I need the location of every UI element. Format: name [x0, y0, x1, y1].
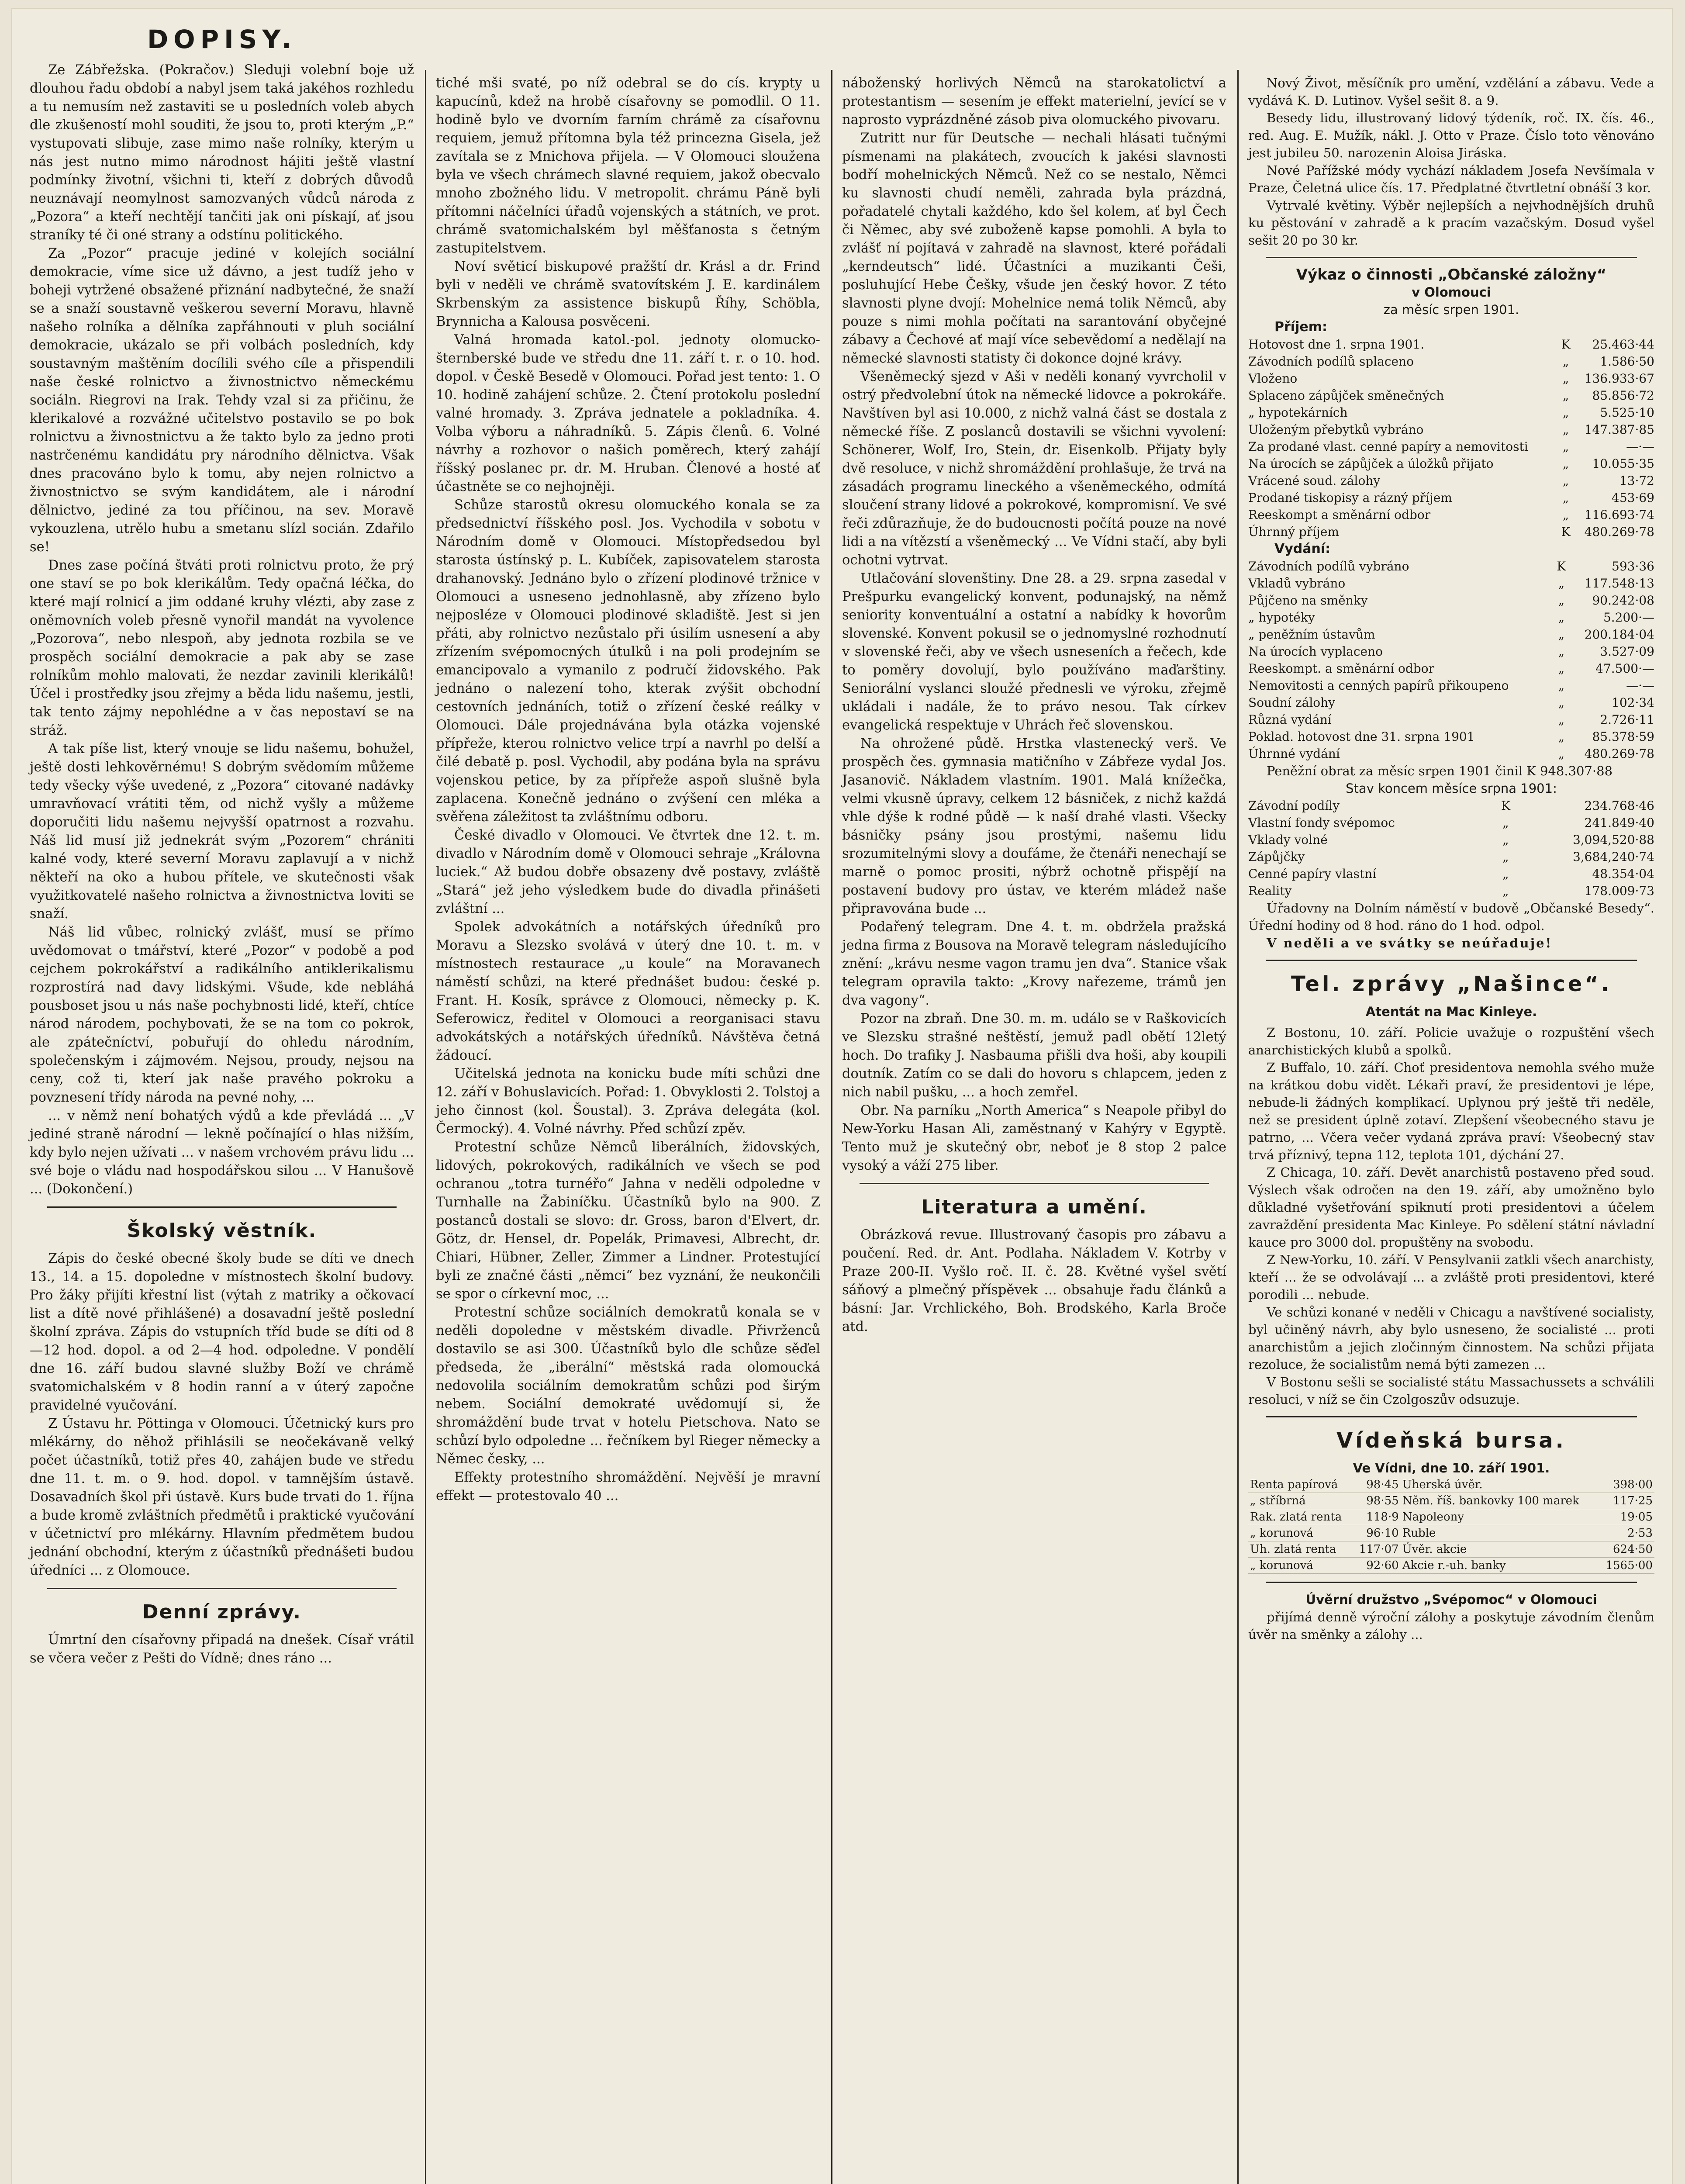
currency-mark: „	[1558, 661, 1565, 676]
account-value: —·—	[1626, 439, 1654, 454]
currency-mark: K	[1557, 559, 1566, 574]
account-row	[1248, 523, 1654, 540]
currency-mark: „	[1562, 371, 1569, 386]
section-title-school: Školský věstník.	[127, 1220, 317, 1242]
account-value: 1.586·50	[1600, 354, 1654, 369]
bourse-value: 118·9	[1353, 1509, 1401, 1525]
account-value: 136.933·67	[1584, 371, 1654, 386]
account-value: 480.269·78	[1584, 525, 1654, 539]
bourse-value: 624·50	[1599, 1541, 1654, 1558]
bourse-label: Ruble	[1401, 1525, 1599, 1541]
currency-mark: „	[1502, 884, 1509, 898]
bourse-label: Akcie r.-uh. banky	[1401, 1558, 1599, 1574]
account-value: 5.200·—	[1603, 610, 1654, 625]
account-value: 3,684,240·74	[1572, 850, 1654, 864]
bourse-label: „ stříbrná	[1248, 1493, 1353, 1509]
account-label: „ hypotéky	[1248, 610, 1315, 625]
bourse-label: Rak. zlatá renta	[1248, 1509, 1353, 1525]
bourse-row	[1248, 1509, 1654, 1525]
divider	[1266, 257, 1637, 258]
article-paragraph: Dnes zase počíná štváti proti rolnictvu proto, že prý one staví se po bok klerikálům. Tedy opačná léčka, do které mají rolnicí a jim oddané kruhy vlézti, aby zase z oněmovních voleb přesně vynořil mandát na vyvolence „Pozorova“, nebo nlespoň, aby jednota rozbila se ve prospěch sociální demokracie a pak aby se zase rolníkům mohlo malovati, že nezdar zavinili klerikálů! Účel i prostředky jsou zřejmy a běda lidu našemu, jestli, tak tento zájmy nepohlédne a v čas nepostaví se na stráž.	[30, 558, 414, 738]
article-paragraph: České divadlo v Olomouci. Ve čtvrtek dne 12. t. m. divadlo v Národním domě v Olomouci sehraje „Královna luciek.“ Až budou dobře obsazeny dvě postavy, zvláště „Stará“ jež jeho výsledkem bude do divadla přinášeti zvláštní ...	[436, 828, 820, 916]
account-label: Poklad. hotovost dne 31. srpna 1901	[1248, 729, 1475, 744]
bourse-table	[1248, 1477, 1654, 1574]
income-heading: Příjem:	[1274, 319, 1327, 335]
currency-mark: „	[1558, 593, 1565, 608]
account-label: Závodních podílů vybráno	[1248, 559, 1409, 574]
bourse-label: Renta papírová	[1248, 1477, 1353, 1493]
office-closed-note: V neděli a ve svátky se neúřaduje!	[1267, 936, 1553, 950]
bourse-value: 398·00	[1599, 1477, 1654, 1493]
currency-mark: K	[1561, 525, 1571, 539]
account-row	[1248, 745, 1654, 762]
bourse-title: Vídeňská bursa.	[1336, 1428, 1566, 1453]
article-paragraph: Utlačování slovenštiny. Dne 28. a 29. srpna zasedal v Prešpurku evangelický konvent, podunajský, na němž seniority konventuální a ostatní a nabídky k hovorům slovenské. Konvent pokusil se o jednomyslné rozhodnutí v slovenské řeči, aby ve všech usneseních a řečech, kde to poměry dovolují, bylo používáno maďarštiny. Seniorální vyslanci sloužé přednesli ve výroku, zřejmě ukládali i nadále, že to právo nesou. Tak církev evangelická respektuje v Uhrách řeč slovenskou.	[842, 571, 1226, 733]
telegram-item: Ve schůzi konané v neděli v Chicagu a navštívené socialisty, byl učiněný návrh, aby bylo usneseno, že socialisté ... proti anarchistům a jejich zločinným činnostem. Na schůzi přijata rezoluce, že socialistům nemá býti zamezen ...	[1248, 1305, 1654, 1372]
currency-mark: „	[1562, 439, 1569, 454]
article-paragraph: Pozor na zbraň. Dne 30. m. m. událo se v Raškovicích ve Slezsku strašné neštěstí, jemuž padl obětí 12letý hoch. Do trafiky J. Nasbauma přišli dva hoši, aby koupili doutník. Zatím co se dali do hovoru s chlapcem, jeden z nich nabil pušku, ... a hoch zemřel.	[842, 1011, 1226, 1100]
currency-mark: „	[1562, 491, 1569, 505]
account-value: 593·36	[1612, 559, 1654, 574]
account-label: Na úrocích se zápůjček a úložků přijato	[1248, 456, 1494, 471]
article-paragraph: Za „Pozor“ pracuje jediné v kolejích sociální demokracie, víme sice už dávno, a jest tudíž jeho v boheji vytržené obsažené přiznání nadbytečné, že snaží se a snaží soustavně veškerou severní Moravu, hlavně našeho rolníka a dělníka zapřáhnouti v pluh sociální demokracie, ukázalo se při volbách posledních, kdy soustavným maštěním docílili svého cíle a přispendili naše české rolnictvo a živnostnictvo německému sociáln. Riegrovi na Irak. Tehdy vzal si za přičinu, že klerikalové a rozvážné učitelstvo postavilo se po bok rolnictvu a živnostnictvu a že takto bylo za jedno proti nastrčenému kandidátu pry národního dělnictva. Však dnes pracováno bylo k tomu, aby nejen rolnictvo a živnostnictvo se svým kandidátem, ale i národní dělnictvo, jediné za tou příčinou, na sev. Moravě vykouzlena, utrělo hubu a smetanu slízl socián. Zdařilo se!	[30, 246, 414, 555]
currency-mark: „	[1502, 850, 1509, 864]
bourse-row	[1248, 1493, 1654, 1509]
section-title-daily: Denní zprávy.	[142, 1601, 301, 1623]
account-label: Soudní zálohy	[1248, 695, 1335, 710]
account-row	[1248, 387, 1654, 404]
article-paragraph: Protestní schůze sociálních demokratů konala se v neděli dopoledne v městském divadle. Přivrženců dostavilo se asi 300. Účastníků bylo dle schůze sěďel předseda, že „iberální“ městská rada olomoucká nedovolila sociálním demokratům schůzi pod širým nebem. Sociální demokraté uvědomují si, že shromáždění bude trvat v hotelu Pietschova. Nato se schůzí bylo odpoledne ... řečníkem byl Rieger německy a Němec česky, ...	[436, 1305, 820, 1467]
divider	[47, 1588, 397, 1589]
article-paragraph: Podařený telegram. Dne 4. t. m. obdržela pražská jedna firma z Bousova na Moravě telegram následujícího znění: „krávu nesme vagon tramu jen dva“. Stanice však telegram opravila takto: „Krovy nařezeme, trámů jen dva vagony“.	[842, 919, 1226, 1008]
account-label: Reality	[1248, 884, 1292, 898]
account-label: „ peněžním ústavům	[1248, 627, 1375, 642]
account-label: Reeskompt. a směnární odbor	[1248, 661, 1434, 676]
account-row	[1248, 797, 1654, 814]
account-row	[1248, 848, 1654, 865]
account-label: Zápůjčky	[1248, 850, 1305, 864]
bourse-value: 1565·00	[1599, 1558, 1654, 1574]
bourse-row	[1248, 1477, 1654, 1493]
account-label: Na úrocích vyplaceno	[1248, 644, 1383, 659]
telegram-subtitle: Atentát na Mac Kinleye.	[1365, 1004, 1537, 1019]
column-rule	[425, 70, 426, 2184]
account-value: 13·72	[1619, 473, 1654, 488]
bourse-label: Úvěr. akcie	[1401, 1541, 1599, 1558]
bourse-label: Napoleony	[1401, 1509, 1599, 1525]
account-row	[1248, 489, 1654, 506]
column-4	[1248, 74, 1654, 2184]
account-label: Splaceno zápůjček směnečných	[1248, 388, 1444, 403]
bourse-label: „ korunová	[1248, 1558, 1353, 1574]
account-value: 3.527·09	[1600, 644, 1654, 659]
account-row	[1248, 404, 1654, 421]
column-rule	[1237, 70, 1239, 2184]
article-paragraph: Na ohrožené půdě. Hrstka vlastenecký verš. Ve prospěch čes. gymnasia matičního v Zábřeze vydal Jos. Jasanovič. Nákladem vlastním. 1901. Malá knížečka, velmi vkusně úpravy, celkem 12 básniček, z nichž každá vhle dýše k rodné půdě — k naší drahé vlasti. Všecky básničky psány jsou prostými, našemu lidu srozumitelnými slovy a doufáme, že čtenáři nenechají se marně o pomoc prositi, nýbrž ochotně přispějí na postavení budovy pro ústav, ve kterém mládež naše připravována bude ...	[842, 736, 1226, 916]
currency-mark: „	[1558, 729, 1565, 744]
account-value: 5.525·10	[1600, 405, 1654, 420]
article-paragraph: Noví světicí biskupové pražští dr. Krásl a dr. Frind byli v neděli ve chrámě svatovítském J. E. kardinálem Skrbenským za assistence biskupů Říhy, Schöbla, Brynnicha a Kalousa posvěceni.	[436, 259, 820, 329]
article-paragraph: Nové Pařížské módy vychází nákladem Josefa Nevšímala v Praze, Čeletná ulice čís. 17. Předplatné čtvrtletní obnáší 3 kor.	[1248, 163, 1654, 195]
article-paragraph: Obrázková revue. Illustrovaný časopis pro zábavu a poučení. Red. dr. Ant. Podlaha. Nákladem V. Kotrby v Praze 200-II. Vyšlo roč. II. č. 28. Květné vyšel světí sáňový a plmečný příspěvek ... obsahuje řadu článků a básní: Jar. Vrchlického, Boh. Brodského, Karla Broče atd.	[842, 1227, 1226, 1334]
account-row	[1248, 660, 1654, 677]
article-paragraph: Vytrvalé květiny. Výběr nejlepších a nejvhodnějších druhů ku pěstování v zahradě a k pracím vazačským. Dosud vyšel sešit 20 po 30 kr.	[1248, 198, 1654, 248]
account-value: 47.500·—	[1595, 661, 1654, 676]
currency-mark: „	[1558, 746, 1565, 761]
account-label: Uloženým přebytků vybráno	[1248, 422, 1424, 437]
currency-mark: K	[1561, 337, 1571, 352]
account-value: 200.184·04	[1584, 627, 1654, 642]
account-row	[1248, 455, 1654, 472]
account-row	[1248, 506, 1654, 523]
account-value: 453·69	[1612, 491, 1654, 505]
account-row	[1248, 336, 1654, 353]
currency-mark: „	[1502, 816, 1509, 830]
currency-mark: „	[1558, 610, 1565, 625]
article-paragraph: Nový Život, měsíčník pro umění, vzdělání a zábavu. Vede a vydává K. D. Lutinov. Vyšel sešit 8. a 9.	[1248, 76, 1654, 108]
report-title: Výkaz o činnosti „Občanské záložny“	[1296, 266, 1607, 283]
article-paragraph: Valná hromada katol.-pol. jednoty olomucko-šternberské bude ve středu dne 11. září t. r. o 10. hod. dopol. v Českě Besedě v Olomouci. Pořad jest tento: 1. O 10. hodině zahájení schůze. 2. Čtení protokolu poslední valné hromady. 3. Zpráva jednatele a pokladníka. 4. Volba výboru a náhradníků. 5. Zápis členů. 6. Volné návrhy a rozhovor o našich poměrech, který zahájí říšský poslanec pr. dr. M. Hruban. Členové a hosté ať účastněte se co nejhojněji.	[436, 332, 820, 494]
account-row	[1248, 626, 1654, 643]
account-value: 3,094,520·88	[1572, 833, 1654, 847]
article-paragraph: Schůze starostů okresu olomuckého konala se za předsednictví říšského posl. Jos. Vychodila v sobotu v Národním domě v Olomouci. Místopředsedou byl starosta ústínský p. L. Kubíček, zapisovatelem starosta drahanovský. Jednáno bylo o zřízení plodinové tržnice v Olomouci a usneseno jednohlasně, aby zřízeno bylo nejposléze v Olomouci plodinové skladiště. Jest si jen přáti, aby rolnictvo nezůstalo při úsilím usnesení a aby zřízením svépomocných útulků i na poli prodejním se emancipovalo a vymanilo z područí židovského. Pak jednáno o nalezení toho, kterak zvýšit obchodní cestovních jednáních, totiž o zřízení české reálky v Olomouci. Dále projednávána byla otázka vojenské přípřeže, kterou rolnictvo velice trpí a navrhl po delší a čilé debatě p. posl. Vychodil, aby podána byla na správu vojenskou petice, by za přípřeže aspoň slušně byla zaplacena. Konečně jednáno o zvýšení cen mléka a svěřena záležitost ta zvláštnímu odboru.	[436, 498, 820, 825]
bourse-value: 117·25	[1599, 1493, 1654, 1509]
account-row	[1248, 421, 1654, 438]
bourse-value: 92·60	[1353, 1558, 1401, 1574]
article-paragraph: Učitelská jednota na konicku bude míti schůzi dne 12. září v Bohuslavicích. Pořad: 1. Obvyklosti 2. Tolstoj a jeho činnost (kol. Šoustal). 3. Zpráva delegáta (kol. Čermocký). 4. Volné návrhy. Před schůzí zpěv.	[436, 1066, 820, 1137]
article-paragraph: ... v němž není bohatých výdů a kde převládá ... „V jediné straně národní — lekně počínající o hlas nižším, kdy bylo nejen užívati ... v našem vrchovém právu lidu ... své boje o vládu nad hospodářskou silou ... V Hanušově ... (Dokončení.)	[30, 1108, 414, 1197]
bourse-label: Uherská úvěr.	[1401, 1477, 1599, 1493]
account-row	[1248, 728, 1654, 745]
account-label: Vklady volné	[1248, 833, 1328, 847]
telegram-item: Z Bostonu, 10. září. Policie uvažuje o rozpuštění všech anarchistických klubů a spolků.	[1248, 1025, 1654, 1057]
account-label: Reeskompt a směnární odbor	[1248, 508, 1431, 522]
account-value: —·—	[1626, 678, 1654, 693]
bourse-value: 96·10	[1353, 1525, 1401, 1541]
account-label: Různá vydání	[1248, 712, 1332, 727]
column-rule	[831, 70, 832, 2184]
currency-mark: „	[1502, 833, 1509, 847]
account-value: 2.726·11	[1600, 712, 1654, 727]
account-value: 48.354·04	[1592, 867, 1654, 881]
report-subtitle: v Olomouci	[1412, 285, 1491, 300]
account-label: Vrácené soud. zálohy	[1248, 473, 1381, 488]
article-paragraph: Protestní schůze Němců liberálních, židovských, lidových, pokrokových, radikálních ve všech se pod ochranou „totra turnéřo“ Jahna v neděli odpoledne v Turnhalle na Žabiníčku. Účastníků bylo na 900. Z postanců dostali se slovo: dr. Gross, baron d'Elvert, dr. Götz, dr. Hensel, dr. Popelák, Primavesi, Albrecht, dr. Chiari, Hübner, Zeller, Zimmer a Lindner. Protestující byli ze značné části „němci“ bez vyznání, že neukončili se spor o církevní moc, ...	[436, 1140, 820, 1302]
column-2	[436, 74, 820, 2184]
account-label: Hotovost dne 1. srpna 1901.	[1248, 337, 1425, 352]
account-row	[1248, 592, 1654, 609]
bourse-date: Ve Vídni, dne 10. září 1901.	[1353, 1461, 1550, 1476]
article-paragraph: Zápis do české obecné školy bude se díti ve dnech 13., 14. a 15. dopoledne v místnostech školní budovy. Pro žáky přijíti křestní list (výtah z matriky a očkovací list a dítě nové přihlášené) a dosavadní ještě poslední školní zpráva. Zápis do vstupních tříd bude se díti od 8—12 hod. dopol. a od 2—4 hod. odpoledne. V pondělí dne 16. září budou slavné služby Boží ve chrámě svatomichalském v 8 hodin ranní a v úterý započne pravidelné vyučování.	[30, 1251, 414, 1413]
column-3	[842, 74, 1226, 2184]
article-paragraph: Všeněmecký sjezd v Aši v neděli konaný vyvrcholil v ostrý předvolební útok na německé lidovce a pokrokáře. Navštíven byl asi 10.000, z nichž valná část se dostala z německé říše. Z poslanců dostavili se všichni vyvolení: Schönerer, Wolf, Iro, Stein, dr. Eisenkolb. Přijaty byly dvě resoluce, v nichž shromáždění prohlašuje, že trvá na zásadách programu lineckého a všeněmeckého, odmítá sloučení strany lidové a pokrokové, kompromisní. Ve své řeči zdůrazňuje, že do budoucnosti počítá pouze na nové lidi a na vítězstí a všeněmecký ... Ve Vídni stačí, aby byli ochotni vytrvat.	[842, 369, 1226, 568]
account-row	[1248, 575, 1654, 592]
account-value: 25.463·44	[1592, 337, 1654, 352]
telegram-item: Z New-Yorku, 10. září. V Pensylvanii zatkli všech anarchisty, kteří ... že se odvolávají ... a zvláště proti presidentovi, které porodili ... nebude.	[1248, 1252, 1654, 1302]
bourse-label: „ korunová	[1248, 1525, 1353, 1541]
currency-mark: „	[1558, 695, 1565, 710]
currency-mark: „	[1558, 644, 1565, 659]
bourse-label: Uh. zlatá renta	[1248, 1541, 1353, 1558]
turnover-note: Peněžní obrat za měsíc srpen 1901 činil K 948.307·88	[1267, 764, 1613, 778]
account-value: 90.242·08	[1592, 593, 1654, 608]
bourse-label: Něm. říš. bankovky 100 marek	[1401, 1493, 1599, 1509]
account-row	[1248, 711, 1654, 728]
account-label: Půjčeno na směnky	[1248, 593, 1368, 608]
account-label: Nemovitosti a cenných papírů přikoupeno	[1248, 678, 1509, 693]
account-label: Úhrnné vydání	[1248, 746, 1340, 761]
article-paragraph: Effekty protestního shromáždění. Nejvěší je mravní effekt — protestovalo 40 ...	[436, 1470, 820, 1503]
account-label: Prodané tiskopisy a rázný příjem	[1248, 491, 1452, 505]
account-row	[1248, 694, 1654, 711]
bourse-value: 19·05	[1599, 1509, 1654, 1525]
telegram-item: Z Buffalo, 10. září. Choť presidentova nemohla svého muže na krátkou dobu vidět. Lékaři praví, že presidentovi je lépe, nebude-li žádných komplikací. Uplynou prý ještě tři neděle, než se president úplně zotaví. Zlepšení všeobecného stavu je patrno, ... Včera večer vydaná zpráva praví: Všeobecný stav trvá příznivý, tepna 112, teplota 101, dýchání 27.	[1248, 1060, 1654, 1162]
account-label: Vlastní fondy svépomoc	[1248, 816, 1395, 830]
account-label: Úhrnný příjem	[1248, 525, 1339, 539]
section-title-literature: Literatura a umění.	[921, 1196, 1147, 1218]
article-paragraph: Ze Zábřežska. (Pokračov.) Sleduji volební boje už dlouhou řadu období a nabyl jsem taká jakéhos rozhledu a tu nemusím než zastaviti se u posledních voleb abych dle zkušeností mohl souditi, že jsou to, proti kterým „P.“ vystupovati slibuje, zase mimo naše rolníky, kterým u nás jest nutno mimo národnost hájiti ještě vlastní podmínky životní, všichni ti, kteří z dobrých důvodů neuznávají neomylnost samozvaných vůdců národa z „Pozora“ a kteří nechtějí tančiti jak oni pískají, ať jsou straníky té či oné strany a odstínu politického.	[30, 62, 414, 243]
currency-mark: K	[1501, 798, 1510, 813]
account-value: 178.009·73	[1584, 884, 1654, 898]
account-label: Závodní podíly	[1248, 798, 1340, 813]
account-label: Vkladů vybráno	[1248, 576, 1346, 591]
currency-mark: „	[1562, 405, 1569, 420]
footer-ad-title: Úvěrní družstvo „Svépomoc“ v Olomouci	[1305, 1592, 1597, 1607]
article-paragraph: Z Ústavu hr. Pöttinga v Olomouci. Účetnický kurs pro mlékárny, do něhož přihlásili se neočekávaně velký počet účastníků, totiž přes 40, zahájen bude ve středu dne 11. t. m. o 9. hod. dopol. v tamnějším ústavě. Dosavadních škol při ústavě. Kurs bude trvati do 1. října a bude kromě zvláštních předmětů i praktické vyučování v účetnictví pro mlékárny. Hlavním předmětem budou jednání obchodní, kterým z účastníků přednášeti budou úředníci ... z Olomouce.	[30, 1416, 414, 1578]
account-label: Závodních podílů splaceno	[1248, 354, 1414, 369]
bourse-row	[1248, 1558, 1654, 1574]
account-row	[1248, 370, 1654, 387]
article-paragraph: Spolek advokátních a notářských úředníků pro Moravu a Slezsko svolává v úterý dne 10. t. m. v místnostech restaurace „u koule“ na Moravanech náměstí schůzi, na které přednášet budou: české p. Frant. H. Kosík, správce z Olomouci, německy p. K. Seferowicz, ředitel v Olomouci a reorganisaci stavu advokátských a notářských úředníků. Návštěva četná žádoucí.	[436, 919, 820, 1063]
currency-mark: „	[1562, 473, 1569, 488]
bourse-row	[1248, 1541, 1654, 1558]
account-row	[1248, 643, 1654, 660]
currency-mark: „	[1562, 388, 1569, 403]
article-paragraph: tiché mši svaté, po níž odebral se do cís. krypty u kapucínů, kdež na hrobě císařovny se pomodlil. O 11. hodině bylo ve dvorním farním chrámě za císařovnu requiem, jemuž přítomna byla též princezna Gisela, jež zavítala se z Mnichova přijela. — V Olomouci sloužena byla ve všech chrámech slavné requiem, jakož obecvalo mnoho zbožného lidu. V metropolit. chrámu Páně byli přítomni náčelníci úřadů vojenských a státních, ve prot. chrámě svatomichalském byl měšťanosta s četným zastupitelstvem.	[436, 76, 820, 256]
currency-mark: „	[1558, 576, 1565, 591]
report-period: za měsíc srpen 1901.	[1383, 302, 1519, 317]
account-value: 85.378·59	[1592, 729, 1654, 744]
bourse-value: 2·53	[1599, 1525, 1654, 1541]
article-paragraph: Náš lid vůbec, rolnický zvlášť, musí se přímo uvědomovat o tmářství, které „Pozor“ v podobě a pod cejchem pokrokářství a radikálního antiklerikalismu rozprostírá nad davy lidskými. Všude, kde nebláhá pousboset jsou u nás naše pochybnosti lidé, kteří, chtíce národ národem, pochybovati, že se na tom co pokrok, ale zpátečníctví, pobuřují do ohledu národním, společenským i zájmovém. Nejsou, proudy, nejsou na ceny, což ti, kterí jak naše pravého pokroku a povznesení třídy národa na pevné nohy, ...	[30, 925, 414, 1105]
currency-mark: „	[1562, 508, 1569, 522]
state-table	[1248, 797, 1654, 899]
telegram-section-title: Tel. zprávy „Našince“.	[1291, 972, 1612, 996]
account-value: 241.849·40	[1584, 816, 1654, 830]
account-row	[1248, 438, 1654, 455]
currency-mark: „	[1562, 354, 1569, 369]
currency-mark: „	[1562, 456, 1569, 471]
account-value: 147.387·85	[1584, 422, 1654, 437]
divider	[1266, 1582, 1637, 1583]
account-row	[1248, 831, 1654, 848]
currency-mark: „	[1562, 422, 1569, 437]
telegram-item: V Bostonu sešli se socialisté státu Massachussets a schválili resoluci, v níž se čin Czolgoszův odsuzuje.	[1248, 1375, 1654, 1407]
account-row	[1248, 814, 1654, 831]
article-paragraph: A tak píše list, který vnouje se lidu našemu, bohužel, ještě dosti lehkověrnému! S dobrým svědomím můžeme tedy všecky výše uvedené, z „Pozora“ citované nadávky umravňovací vrátiti těm, od nichž vyšly a můžeme doporučiti lidu našemu nejvyšší opatrnost a rozvahu. Náš lid musí již jednekrát svým „Pozorem“ chrániti kalné vody, které severní Moravu zaplavují a v nichž někteří na oko a hubou přítele, ve skutečnosti však využitkovatelé našeho rolnictva a živnostnictva loviti se snaží.	[30, 741, 414, 922]
office-hours: Úřadovny na Dolním náměstí v budově „Občanské Besedy“. Úřední hodiny od 8 hod. ráno do 1 hod. odpol.	[1248, 901, 1654, 933]
article-paragraph: Zutritt nur für Deutsche — nechali hlásati tučnými písmenami na plakátech, zvoucích k jakési slavnosti bodří mohelnických Němců. Než co se nestalo, Němci ku slavnosti chudí neměli, zahrada byla prázdná, pořadatelé chytali každého, kdo šel kolem, ať byl Čech či Němec, aby své zuboženě kapse pomohli. A byla to zvlášť ní pojítavá v zahradě na slavnost, které pořádali „kerndeutsch“ lidé. Účastníci a muzikanti Češi, posluhující Hebe Češky, všude jen český hovor. Z této slavnosti plyne dvojí: Mohelnice nemá tolik Němců, aby pouze s nimi mohla počítati na sarantování obyčejné zábavy a Čechové ať mají více sebevědomí a nedělají na německé slavnosti statisty či dokonce dojné krávy.	[842, 131, 1226, 366]
account-row	[1248, 353, 1654, 370]
currency-mark: „	[1558, 678, 1565, 693]
account-row	[1248, 609, 1654, 626]
account-label: Cenné papíry vlastní	[1248, 867, 1377, 881]
account-row	[1248, 882, 1654, 899]
income-table	[1248, 336, 1654, 540]
column-1	[30, 24, 414, 2184]
account-value: 116.693·74	[1584, 508, 1654, 522]
telegram-item: Z Chicaga, 10. září. Devět anarchistů postaveno před soud. Výslech však odročen na den 19. září, aby umožněno bylo důkladné vyšetřování spiknutí proti presidentovi a účelem zavraždění presidenta Mac Kinleye. Po sdělení státní návladní kauce pro 3000 dol. propuštěny na svobodu.	[1248, 1165, 1654, 1250]
currency-mark: „	[1558, 627, 1565, 642]
account-value: 117.548·13	[1584, 576, 1654, 591]
divider	[47, 1206, 397, 1208]
footer-ad-text: přijímá denně výroční zálohy a poskytuje závodním členům úvěr na směnky a zálohy ...	[1248, 1610, 1654, 1642]
account-value: 234.768·46	[1584, 798, 1654, 813]
account-row	[1248, 865, 1654, 882]
bourse-row	[1248, 1525, 1654, 1541]
currency-mark: „	[1502, 867, 1509, 881]
account-row	[1248, 677, 1654, 694]
account-row	[1248, 472, 1654, 489]
state-heading: Stav koncem měsíce srpna 1901:	[1346, 781, 1557, 796]
expense-table	[1248, 558, 1654, 762]
divider	[1266, 1416, 1637, 1417]
divider	[860, 1183, 1209, 1184]
section-title-letters: DOPISY.	[147, 24, 297, 54]
article-paragraph: Úmrtní den císařovny připadá na dnešek. Císař vrátil se včera večer z Pešti do Vídně; dnes ráno ...	[30, 1632, 414, 1666]
account-row	[1248, 558, 1654, 575]
article-paragraph: Obr. Na parníku „North America“ s Neapole přibyl do New-Yorku Hasan Ali, zaměstnaný v Kahýry v Egyptě. Tento muž je skutečný obr, neboť je 8 stop 2 palce vysoký a váží 275 liber.	[842, 1103, 1226, 1173]
currency-mark: „	[1558, 712, 1565, 727]
account-value: 102·34	[1612, 695, 1654, 710]
divider	[1266, 960, 1637, 961]
bourse-value: 117·07	[1353, 1541, 1401, 1558]
bourse-value: 98·55	[1353, 1493, 1401, 1509]
account-label: Vloženo	[1248, 371, 1298, 386]
bourse-value: 98·45	[1353, 1477, 1401, 1493]
expense-heading: Vydání:	[1274, 541, 1331, 556]
account-label: „ hypotekárních	[1248, 405, 1348, 420]
account-label: Za prodané vlast. cenné papíry a nemovitosti	[1248, 439, 1528, 454]
account-value: 480.269·78	[1584, 746, 1654, 761]
newspaper-page	[12, 9, 1672, 2184]
account-value: 85.856·72	[1592, 388, 1654, 403]
account-value: 10.055·35	[1592, 456, 1654, 471]
article-paragraph: náboženský horlivých Němců na starokatolictví a protestantism — sesením je effekt materielní, jevící se v naprosto vyprázdněné zásob piva olomuckého pivovaru.	[842, 76, 1226, 128]
article-paragraph: Besedy lidu, illustrovaný lidový týdeník, roč. IX. čís. 46., red. Aug. E. Mužík, nákl. J. Otto v Praze. Číslo toto věnováno jest jubileu 50. narozenin Aloisa Jiráska.	[1248, 111, 1654, 160]
